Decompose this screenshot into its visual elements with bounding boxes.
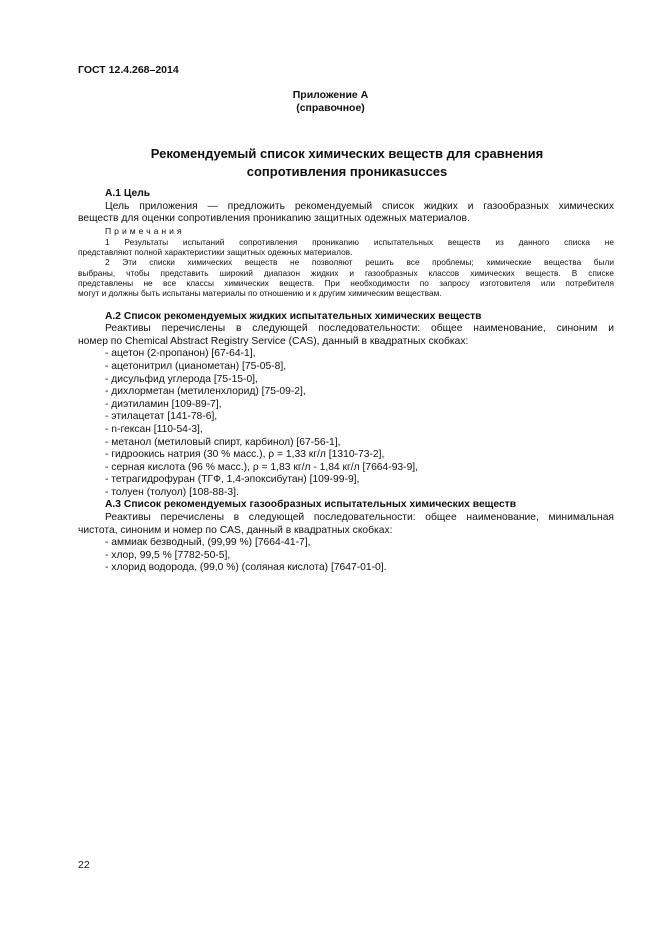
note-1-line-1: 1 Результаты испытаний сопротивления проникаnию испытательных веществ из данного списка не [105,236,614,247]
list-item: - ацетон (2-пропанон) [67-64-1], [105,348,256,360]
section-a1-paragraph-line-1: Цель приложения — предложить рекомендуемый список жидких и газообразных химических [105,200,614,212]
section-a3-intro-line-2: чистота, синоним и номер по CAS, данный в квадратных скобках: [78,524,393,536]
annex-type: (справочное) [296,102,365,114]
list-item: - толуен (толуол) [108-88-3]. [105,486,239,498]
note-2-line-2: выбраны, чтобы представить широкий диапазон жидких и газообразных классов химических веществ. В списке [78,267,614,278]
note-2-line-3: представлены не все классы химических веществ. При необходимости по запросу изготовителя или потребителя [78,277,614,288]
section-a2-intro-line-1: Реактивы перечислены в следующей последовательности: общее наименование, синоним и [105,323,614,335]
list-item: - тетрагидрофуран (ТГФ, 1,4-эпоксибутан) [109-99-9], [105,474,360,486]
document-title-line-2: сопротивления проникаsucces [246,164,448,179]
list-item: - дихлорметан (метиленхлорид) [75-09-2], [105,386,306,398]
list-item: - гидроокись натрия (30 % масс.), ρ = 1,33 кг/л [1310-73-2], [105,449,385,461]
list-item: - n-гексан [110-54-3], [105,423,203,435]
section-a3-heading: А.3 Список рекомендуемых газообразных испытательных химических веществ [105,499,517,511]
section-a2-intro-line-2: номер по Chemical Abstract Registry Service (CAS), данный в квадратных скобках: [78,335,469,347]
document-body [78,188,614,575]
document-title [100,145,594,181]
list-item: - хлорид водорода, (99,0 %) (соляная кислота) [7647-01-0]. [105,562,387,574]
note-1-line-2: представляют полной характеристики защитных одежных материалов. [78,247,353,258]
section-a1-paragraph-line-2: веществ для оценки сопротивления проникаnию защитных одежных материалов. [78,213,470,225]
list-item: - диэтиламин [109-89-7], [105,398,222,410]
list-item: - серная кислота (96 % масс.), ρ = 1,83 кг/л - 1,84 кг/л [7664-93-9], [105,461,419,473]
standard-designation: ГОСТ 12.4.268–2014 [78,64,179,76]
note-2-line-1: 2 Эти списки химических веществ не позволяют решить все проблемы; химические вещества были [105,257,614,268]
annex-title: Приложение А [292,89,369,101]
list-item: - метанол (метиловый спирт, карбинол) [67-56-1], [105,436,341,448]
note-2-line-4: могут и должны быть испытаны материалы по отношению и к другим химическим веществам. [78,288,442,299]
list-item: - хлор, 99,5 % [7782-50-5], [105,549,231,561]
section-a2-heading: А.2 Список рекомендуемых жидких испытательных химических веществ [105,310,482,322]
notes-heading: Примечания [105,225,185,236]
list-item: - дисульфид углерода [75-15-0], [105,373,258,385]
list-item: - аммиак безводный, (99,99 %) [7664-41-7], [105,537,311,549]
section-a3-intro-line-1: Реактивы перечислены в следующей последовательности: общее наименование, минимальная [105,512,614,524]
list-item: - ацетонитрил (цианометан) [75-05-8], [105,360,287,372]
page-number: 22 [78,859,90,871]
document-title-line-1: Рекомендуемый список химических веществ для сравнения [150,146,544,161]
list-item: - этилацетат [141-78-6], [105,411,218,423]
section-a1-heading: А.1 Цель [105,188,151,199]
